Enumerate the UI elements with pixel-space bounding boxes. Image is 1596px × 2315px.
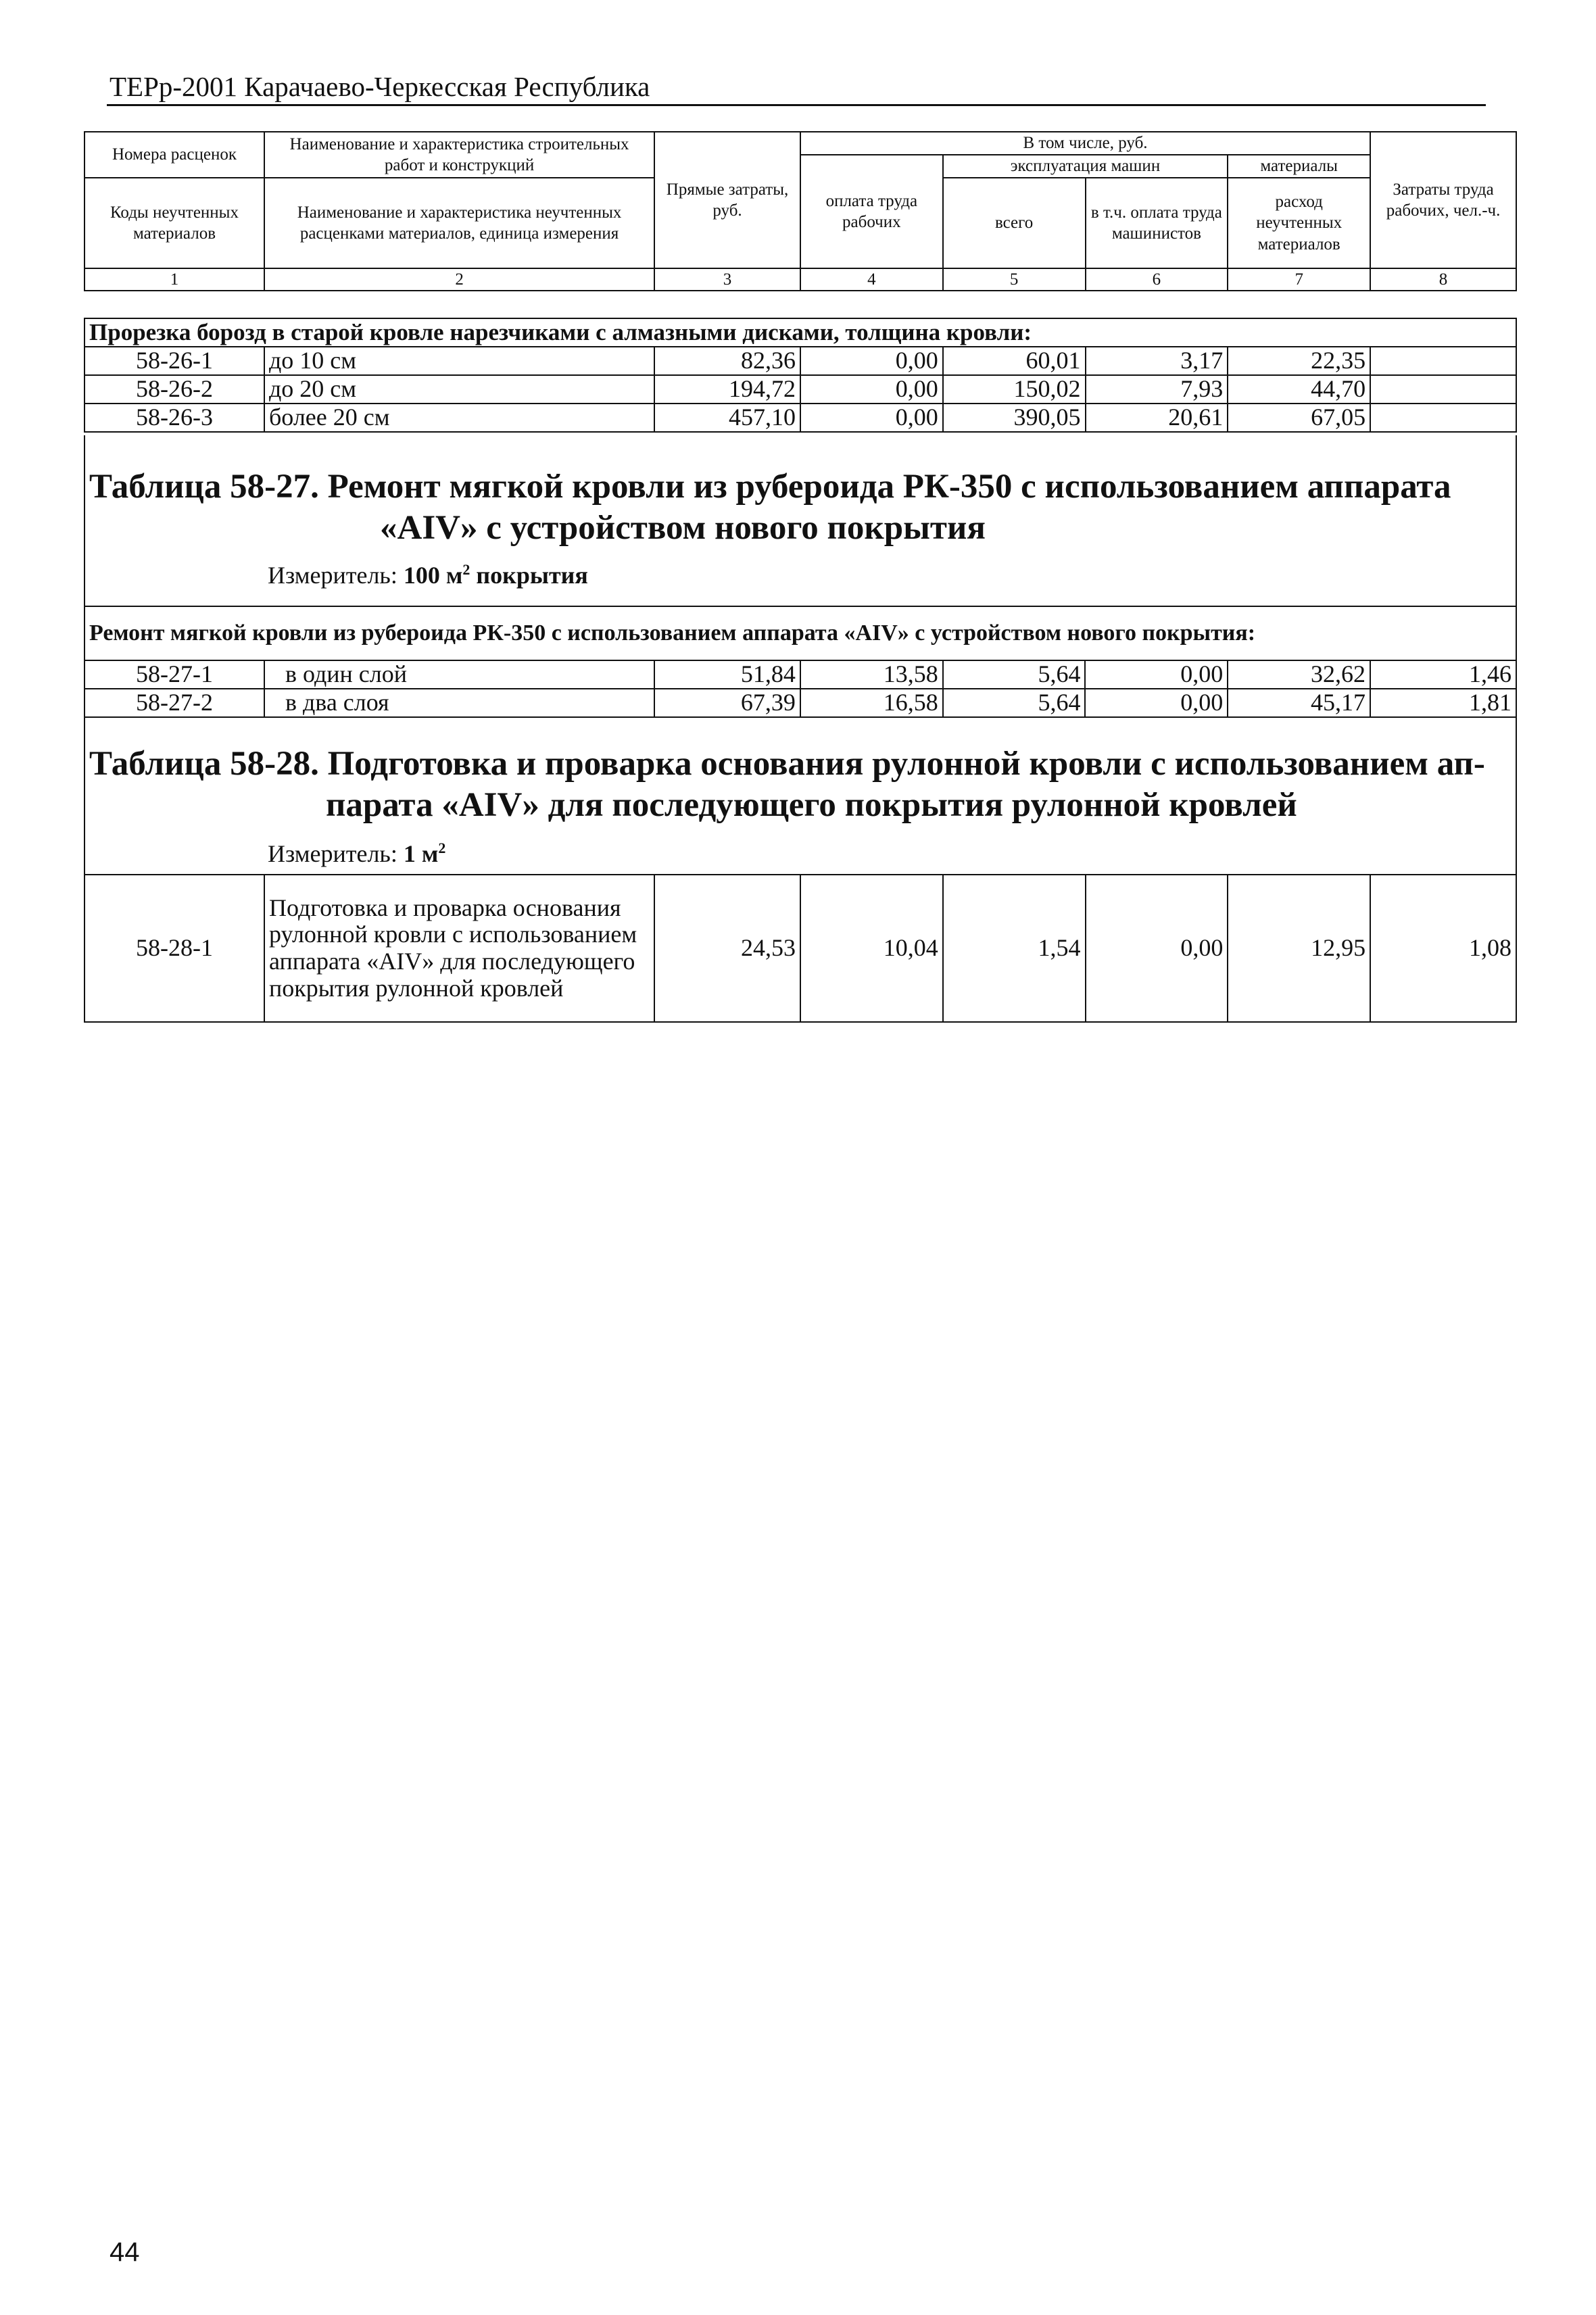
frame-left-line — [84, 718, 85, 875]
labor-pay: 10,04 — [800, 875, 943, 1022]
measure-exponent: 2 — [462, 561, 470, 578]
materials-cost: 45,17 — [1228, 689, 1370, 717]
labor-pay: 13,58 — [800, 660, 943, 689]
direct-cost: 51,84 — [654, 660, 800, 689]
direct-cost: 82,36 — [654, 347, 800, 375]
col-machines-total-header: всего — [943, 178, 1086, 268]
header-divider — [107, 104, 1486, 106]
work-name: до 20 см — [264, 375, 654, 404]
frame-left-line — [84, 435, 85, 606]
labor-hours: 1,46 — [1370, 660, 1516, 689]
table-title-line: Таблица 58-28. Подготовка и проварка основания рулонной кровли с использованием ап- — [89, 745, 1485, 783]
work-name: до 10 см — [264, 347, 654, 375]
table-row — [84, 404, 1516, 432]
machinists-pay: 3,17 — [1086, 347, 1228, 375]
col-labor-pay-header: оплата труда рабочих — [800, 155, 943, 268]
labor-pay: 16,58 — [800, 689, 943, 717]
machinists-pay: 0,00 — [1085, 660, 1228, 689]
machinists-pay: 7,93 — [1086, 375, 1228, 404]
col-number: 5 — [943, 268, 1086, 291]
table-row — [84, 347, 1516, 375]
table-58-28-title — [89, 744, 1485, 826]
table-58-27-title — [89, 466, 1451, 549]
labor-pay: 0,00 — [800, 404, 943, 432]
measure-label: Измеритель: — [268, 562, 397, 589]
rate-code: 58-27-1 — [84, 660, 264, 689]
work-name: более 20 см — [264, 404, 654, 432]
labor-pay: 0,00 — [800, 347, 943, 375]
machinists-pay: 0,00 — [1085, 689, 1228, 717]
measure-label: Измеритель: — [268, 840, 397, 867]
col-materials-header: материалы — [1228, 155, 1370, 178]
direct-cost: 457,10 — [654, 404, 800, 432]
labor-pay: 0,00 — [800, 375, 943, 404]
col-number: 7 — [1228, 268, 1370, 291]
labor-hours — [1370, 375, 1516, 404]
table-58-26 — [84, 318, 1517, 433]
machines-total: 1,54 — [943, 875, 1086, 1022]
col-material-code-header: Коды неучтенных материалов — [84, 178, 264, 268]
measure-value: 1 м — [403, 840, 439, 867]
col-materials-unaccounted-header: расход неучтенных материалов — [1228, 178, 1370, 268]
labor-hours: 1,81 — [1370, 689, 1516, 717]
machinists-pay: 20,61 — [1086, 404, 1228, 432]
table-row — [84, 689, 1516, 717]
col-name-header: Наименование и характеристика строительных работ и конструкций — [264, 132, 654, 178]
col-material-name-header: Наименование и характеристика неучтенных расценками материалов, единица измерения — [264, 178, 654, 268]
frame-right-line — [1516, 435, 1517, 606]
col-including-header: В том числе, руб. — [800, 132, 1370, 155]
table-row — [84, 875, 1516, 1022]
table-58-28 — [84, 874, 1517, 1023]
section-heading: Ремонт мягкой кровли из рубероида РК-350 с использованием аппарата «AIV» с устройством нового покрытия: — [84, 606, 1516, 660]
materials-cost: 22,35 — [1228, 347, 1370, 375]
col-labor-cost-header: Затраты труда рабочих, чел.-ч. — [1370, 132, 1516, 268]
direct-cost: 67,39 — [654, 689, 800, 717]
materials-cost: 32,62 — [1228, 660, 1370, 689]
measure-exponent: 2 — [438, 839, 446, 856]
document-title: ТЕРр-2001 Карачаево-Черкесская Республика — [110, 71, 650, 102]
measure-value: 100 м — [403, 562, 463, 589]
table-title-line: Таблица 58-27. Ремонт мягкой кровли из рубероида РК-350 с использованием аппарата — [89, 468, 1451, 506]
labor-hours — [1370, 347, 1516, 375]
labor-hours — [1370, 404, 1516, 432]
table-row — [84, 375, 1516, 404]
col-number: 6 — [1086, 268, 1228, 291]
table-row — [84, 660, 1516, 689]
col-number: 1 — [84, 268, 264, 291]
page-number: 44 — [110, 2237, 140, 2267]
materials-cost: 67,05 — [1228, 404, 1370, 432]
rate-code: 58-26-1 — [84, 347, 264, 375]
machinists-pay: 0,00 — [1086, 875, 1228, 1022]
measure-unit — [268, 561, 588, 589]
col-number: 3 — [654, 268, 800, 291]
work-name: Подготовка и проварка основания рулонной кровли с использованием аппарата «AIV» для последующего покрытия рулонной кровлей — [264, 875, 654, 1022]
direct-cost: 194,72 — [654, 375, 800, 404]
table-title-line: парата «AIV» для последующего покрытия рулонной кровлей — [326, 786, 1297, 825]
column-header-table — [84, 131, 1517, 291]
col-number: 4 — [800, 268, 943, 291]
frame-right-line — [1516, 718, 1517, 875]
col-direct-header: Прямые затраты, руб. — [654, 132, 800, 268]
work-name: в два слоя — [264, 689, 654, 717]
machines-total: 5,64 — [943, 689, 1086, 717]
col-machines-header: эксплуатация машин — [943, 155, 1228, 178]
col-number: 8 — [1370, 268, 1516, 291]
measure-suffix: покрытия — [476, 562, 588, 589]
materials-cost: 12,95 — [1228, 875, 1370, 1022]
rate-code: 58-28-1 — [84, 875, 264, 1022]
machines-total: 60,01 — [943, 347, 1086, 375]
rate-code: 58-26-3 — [84, 404, 264, 432]
measure-unit — [268, 839, 445, 868]
table-title-line: «AIV» с устройством нового покрытия — [380, 509, 986, 547]
table-58-27 — [84, 606, 1517, 718]
labor-hours: 1,08 — [1370, 875, 1516, 1022]
machines-total: 150,02 — [943, 375, 1086, 404]
machines-total: 390,05 — [943, 404, 1086, 432]
col-machinists-pay-header: в т.ч. оплата труда машинистов — [1086, 178, 1228, 268]
work-name: в один слой — [264, 660, 654, 689]
section-heading: Прорезка борозд в старой кровле нарезчиками с алмазными дисками, толщина кровли: — [84, 318, 1516, 347]
rate-code: 58-26-2 — [84, 375, 264, 404]
materials-cost: 44,70 — [1228, 375, 1370, 404]
direct-cost: 24,53 — [654, 875, 800, 1022]
col-number: 2 — [264, 268, 654, 291]
rate-code: 58-27-2 — [84, 689, 264, 717]
col-code-header: Номера расценок — [84, 132, 264, 178]
machines-total: 5,64 — [943, 660, 1086, 689]
